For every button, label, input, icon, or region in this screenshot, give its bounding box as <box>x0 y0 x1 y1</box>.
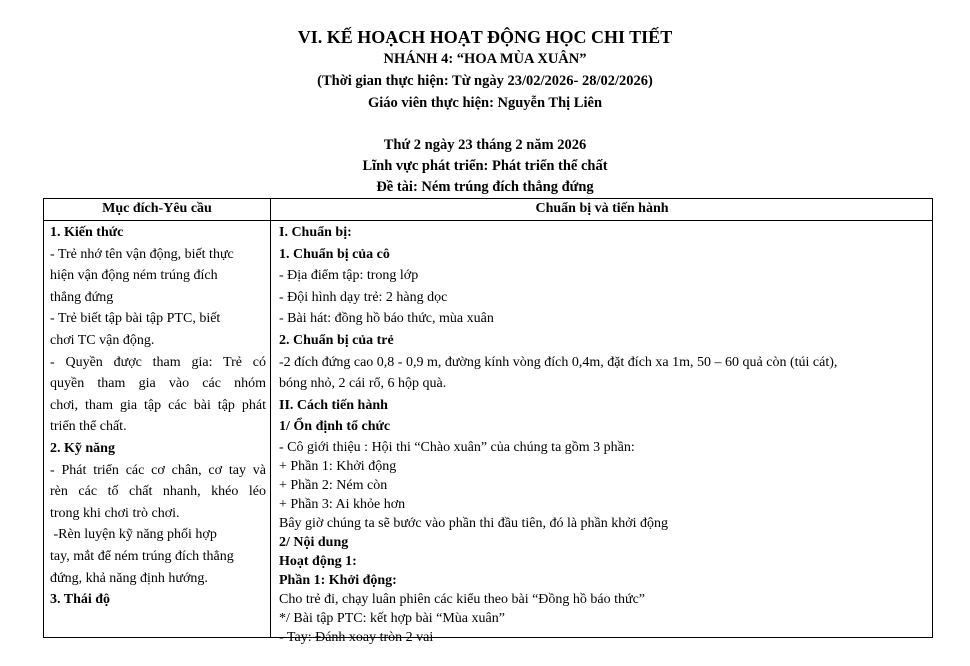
teacher-name: Giáo viên thực hiện: Nguyễn Thị Liên <box>367 95 603 111</box>
text-line: chơi, tham gia tập các bài tập phát <box>50 397 266 413</box>
text-line: - Tay: Đánh xoay tròn 2 vai <box>279 629 434 645</box>
text-line: */ Bài tập PTC: kết hợp bài “Mùa xuân” <box>279 610 505 626</box>
text-line: - Địa điểm tập: trong lớp <box>279 268 419 284</box>
branch-title: NHÁNH 4: “HOA MÙA XUÂN” <box>383 51 587 67</box>
text-line: - Đội hình dạy trẻ: 2 hàng dọc <box>279 289 448 305</box>
text-line: thẳng đứng <box>50 289 114 305</box>
time-range: (Thời gian thực hiện: Từ ngày 23/02/2026- 28/02/2026) <box>317 73 653 89</box>
section-heading: 1/ Ổn định tổ chức <box>279 419 391 435</box>
text-line: trong khi chơi trò chơi. <box>50 505 180 521</box>
section-heading: Phần 1: Khởi động: <box>279 572 397 588</box>
text-line: rèn các tố chất nhanh, khéo léo <box>50 484 266 500</box>
text-line: tay, mắt để ném trúng đích thẳng <box>50 548 234 564</box>
text-line: Cho trẻ đi, chạy luân phiên các kiểu theo bài “Đồng hồ báo thức” <box>279 591 646 607</box>
text-line: - Trẻ nhớ tên vận động, biết thực <box>50 246 234 262</box>
lesson-date: Thứ 2 ngày 23 tháng 2 năm 2026 <box>383 137 587 153</box>
section-heading: II. Cách tiến hành <box>279 397 388 413</box>
section-heading: 1. Chuẩn bị của cô <box>279 246 390 262</box>
text-line: - Trẻ biết tập bài tập PTC, biết <box>50 311 221 327</box>
text-line: - Phát triển các cơ chân, cơ tay và <box>50 462 266 478</box>
section-heading: 1. Kiến thức <box>50 225 124 240</box>
development-field: Lĩnh vực phát triển: Phát triển thể chất <box>362 158 608 174</box>
procedure-cell <box>279 222 929 647</box>
section-heading: Hoạt động 1: <box>279 553 357 569</box>
column-header-procedure: Chuẩn bị và tiến hành <box>535 201 669 216</box>
text-line: - Quyền được tham gia: Trẻ có <box>50 354 266 370</box>
section-heading: 2/ Nội dung <box>279 534 349 550</box>
column-header-objectives: Mục đích-Yêu cầu <box>102 201 212 216</box>
text-line: hiện vận động ném trúng đích <box>50 268 218 284</box>
section-heading: 2. Kỹ năng <box>50 440 115 456</box>
text-line: triển thể chất. <box>50 419 127 435</box>
section-heading: 2. Chuẩn bị của trẻ <box>279 332 394 348</box>
text-line: - Cô giới thiệu : Hội thi “Chào xuân” của chúng ta gồm 3 phần: <box>279 439 635 455</box>
text-line: chơi TC vận động. <box>50 332 155 348</box>
section-heading: 3. Thái độ <box>50 592 111 608</box>
column-divider <box>270 199 271 637</box>
page-title: VI. KẾ HOẠCH HOẠT ĐỘNG HỌC CHI TIẾT <box>297 27 673 47</box>
header-divider <box>44 220 932 221</box>
text-line: Bây giờ chúng ta sẽ bước vào phần thi đầu tiên, đó là phần khởi động <box>279 515 669 531</box>
text-line: đứng, khả năng định hướng. <box>50 570 208 586</box>
text-line: + Phần 1: Khởi động <box>279 458 397 474</box>
text-line: + Phần 2: Ném còn <box>279 477 388 493</box>
lesson-topic: Đề tài: Ném trúng đích thẳng đứng <box>376 179 594 195</box>
text-line: + Phần 3: Ai khỏe hơn <box>279 496 406 512</box>
section-heading: I. Chuẩn bị: <box>279 225 352 240</box>
text-line: -2 đích đứng cao 0,8 - 0,9 m, đường kính vòng đích 0,4m, đặt đích xa 1m, 50 – 60 quả còn (túi cát), <box>279 354 838 370</box>
objectives-cell <box>50 222 266 611</box>
text-line: -Rèn luyện kỹ năng phối hợp <box>50 527 217 543</box>
text-line: - Bài hát: đồng hồ báo thức, mùa xuân <box>279 311 494 327</box>
text-line: bóng nhỏ, 2 cái rổ, 6 hộp quà. <box>279 376 447 392</box>
lesson-plan-table <box>43 198 933 645</box>
text-line: quyền tham gia vào các nhóm <box>50 376 266 392</box>
